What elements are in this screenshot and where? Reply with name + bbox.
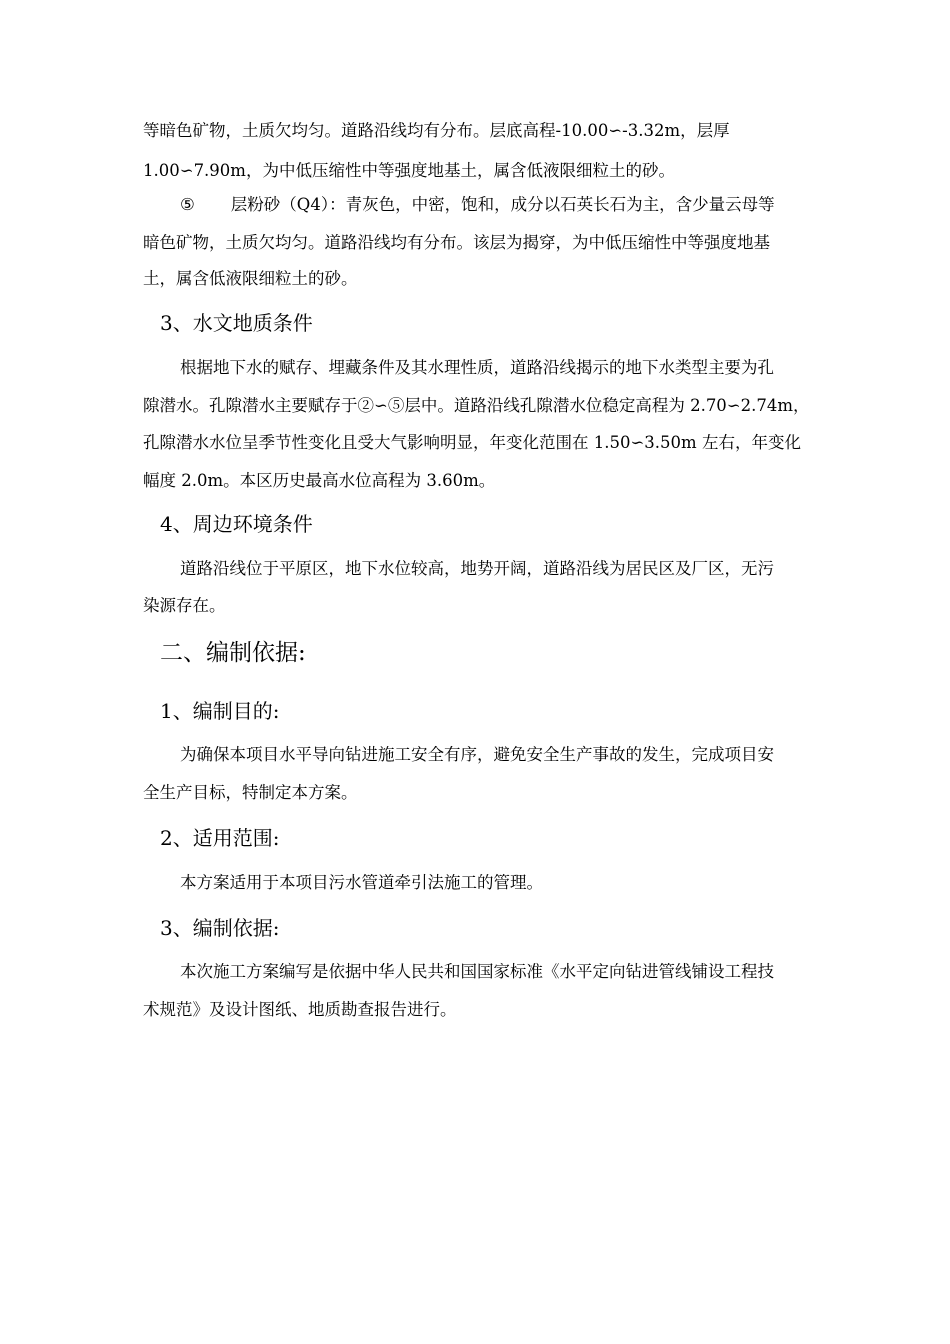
section-heading: 4、周边环境条件 bbox=[160, 512, 313, 536]
chapter-heading: 二、编制依据: bbox=[160, 640, 306, 666]
paragraph-line: 暗色矿物，土质欠均匀。道路沿线均有分布。该层为揭穿，为中低压缩性中等强度地基 bbox=[143, 233, 770, 252]
paragraph-line: 隙潜水。孔隙潜水主要赋存于②∽⑤层中。道路沿线孔隙潜水位稳定高程为 2.70∽2.74m， bbox=[143, 396, 810, 415]
paragraph-line bbox=[180, 195, 775, 215]
layer-marker: ⑤ bbox=[180, 195, 195, 214]
paragraph-line: 本次施工方案编写是依据中华人民共和国国家标准《水平定向钻进管线铺设工程技 bbox=[180, 962, 774, 981]
paragraph-line: 术规范》及设计图纸、地质勘查报告进行。 bbox=[143, 1000, 457, 1019]
paragraph-text: 层粉砂（Q4）：青灰色，中密，饱和，成分以石英长石为主，含少量云母等 bbox=[230, 195, 775, 214]
paragraph-line: 全生产目标，特制定本方案。 bbox=[143, 783, 358, 802]
paragraph-line: 土，属含低液限细粒土的砂。 bbox=[143, 269, 358, 288]
paragraph-line: 1.00∽7.90m，为中低压缩性中等强度地基土，属含低液限细粒土的砂。 bbox=[143, 161, 675, 180]
section-heading: 3、编制依据: bbox=[160, 916, 280, 940]
paragraph-line: 等暗色矿物，土质欠均匀。道路沿线均有分布。层底高程-10.00∽-3.32m，层厚 bbox=[143, 121, 730, 140]
paragraph-line: 为确保本项目水平导向钻进施工安全有序，避免安全生产事故的发生，完成项目安 bbox=[180, 745, 774, 764]
section-heading: 3、水文地质条件 bbox=[160, 311, 313, 335]
paragraph-line: 本方案适用于本项目污水管道牵引法施工的管理。 bbox=[180, 873, 543, 892]
paragraph-line: 染源存在。 bbox=[143, 596, 226, 615]
section-heading: 1、编制目的: bbox=[160, 699, 280, 723]
section-heading: 2、适用范围: bbox=[160, 826, 280, 850]
paragraph-line: 道路沿线位于平原区，地下水位较高，地势开阔，道路沿线为居民区及厂区，无污 bbox=[180, 559, 774, 578]
paragraph-line: 根据地下水的赋存、埋藏条件及其水理性质，道路沿线揭示的地下水类型主要为孔 bbox=[180, 358, 774, 377]
paragraph-line: 幅度 2.0m。本区历史最高水位高程为 3.60m。 bbox=[143, 471, 496, 490]
paragraph-line: 孔隙潜水水位呈季节性变化且受大气影响明显，年变化范围在 1.50∽3.50m 左右，年变化 bbox=[143, 433, 801, 452]
